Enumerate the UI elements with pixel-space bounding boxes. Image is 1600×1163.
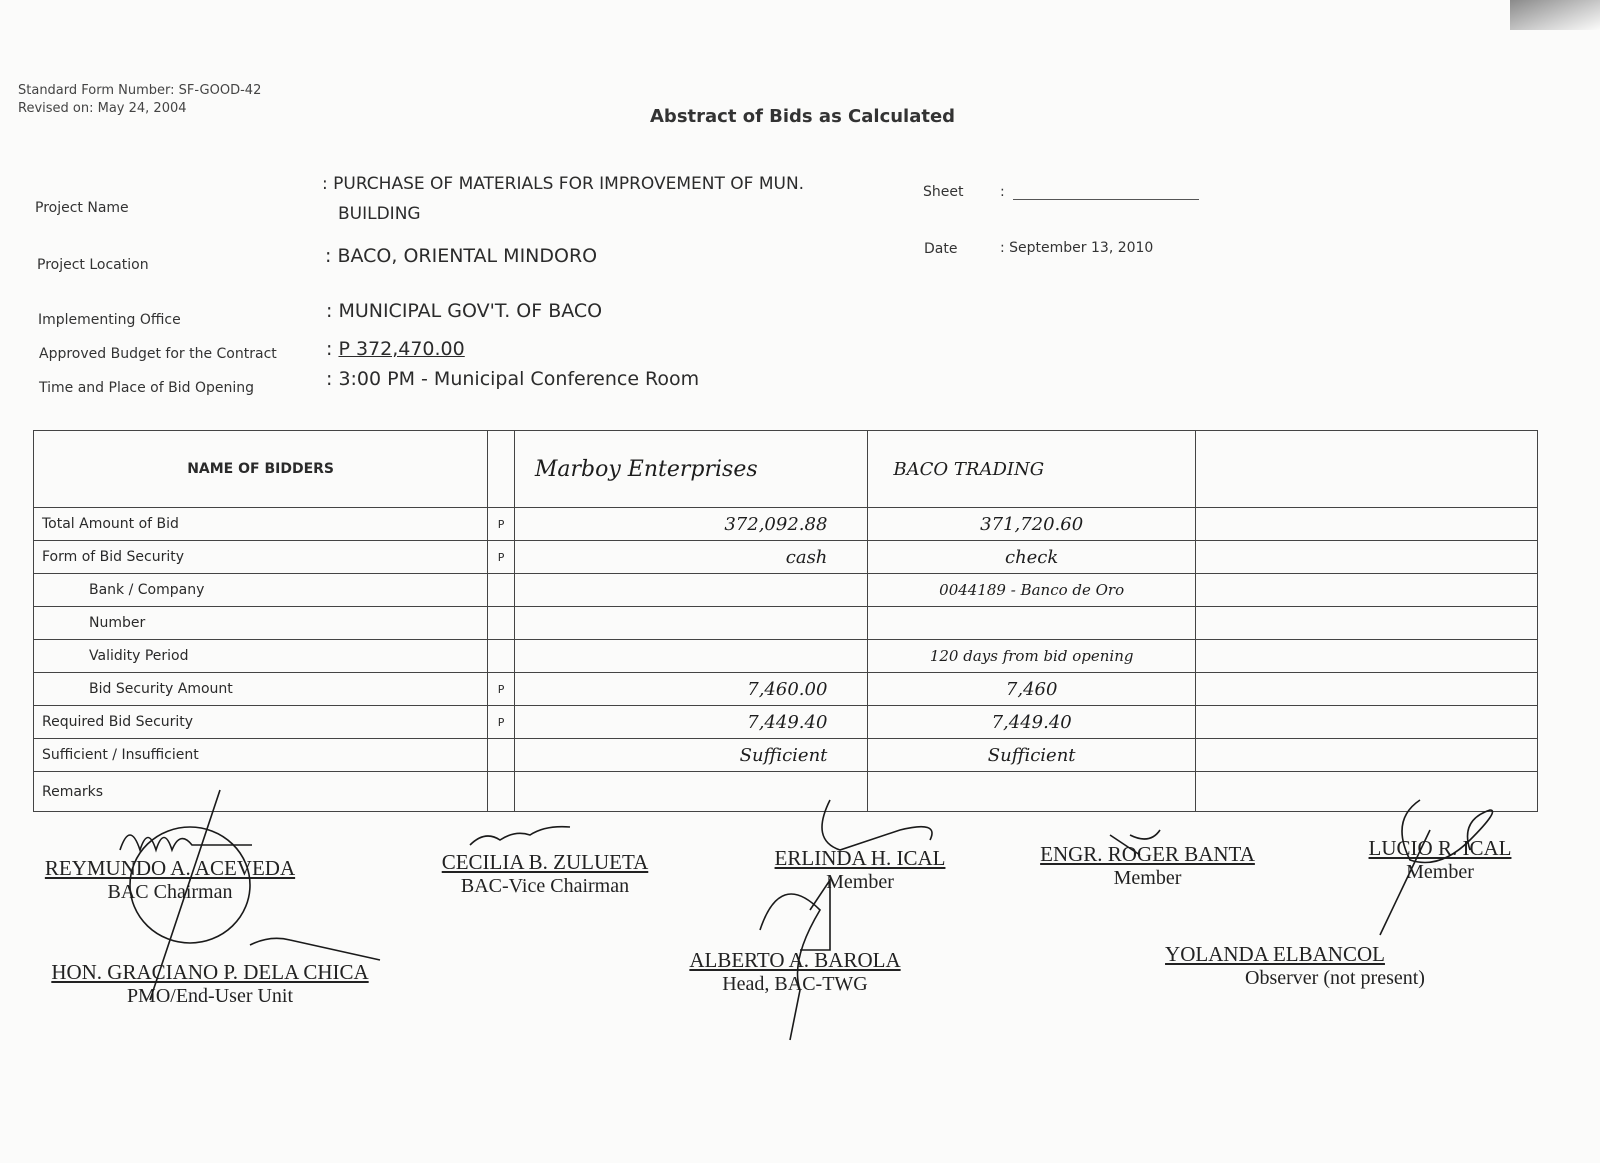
- signatory-twg-head: [675, 948, 915, 996]
- signatory-member-2: [1025, 842, 1270, 890]
- signatory-role: Observer (not present): [1245, 967, 1425, 989]
- bids-table: [33, 430, 1538, 812]
- signatory-name: ENGR. ROGER BANTA: [1040, 842, 1255, 866]
- bidder-1-value: cash: [514, 541, 868, 574]
- bidder-2-value: 0044189 - Banco de Oro: [868, 574, 1196, 607]
- signatory-name: LUCIO R. ICAL: [1368, 836, 1512, 860]
- table-row: [34, 640, 1538, 673]
- table-row: [34, 574, 1538, 607]
- table-row: [34, 772, 1538, 812]
- sheet-blank-line: [1013, 185, 1199, 200]
- bidder-2-value: check: [868, 541, 1196, 574]
- table-row: [34, 706, 1538, 739]
- bidder-3-value: [1195, 574, 1537, 607]
- signatory-role: BAC Chairman: [107, 881, 233, 903]
- bidder-3-name: [1195, 431, 1537, 508]
- page-corner-shadow: [1510, 0, 1600, 30]
- row-label: Remarks: [34, 772, 488, 812]
- row-label: Form of Bid Security: [34, 541, 488, 574]
- row-label: Bid Security Amount: [34, 673, 488, 706]
- bidder-2-value: 120 days from bid opening: [868, 640, 1196, 673]
- bidder-3-value: [1195, 640, 1537, 673]
- bidder-3-value: [1195, 607, 1537, 640]
- bidder-2-name: BACO TRADING: [868, 431, 1196, 508]
- bidder-2-value: 7,449.40: [868, 706, 1196, 739]
- table-row: [34, 541, 1538, 574]
- signatory-role: BAC-Vice Chairman: [460, 875, 630, 897]
- signatory-end-user: [30, 960, 390, 1008]
- bidder-2-value: 7,460: [868, 673, 1196, 706]
- signatory-role: PMO/End-User Unit: [126, 985, 294, 1007]
- bidder-1-value: 7,460.00: [514, 673, 868, 706]
- signatory-name: ERLINDA H. ICAL: [774, 846, 946, 870]
- bidder-2-value: [868, 772, 1196, 812]
- date-label: Date: [924, 241, 958, 257]
- bidder-3-value: [1195, 508, 1537, 541]
- bidders-header-row: [34, 431, 1538, 508]
- implementing-office-value: : MUNICIPAL GOV'T. OF BACO: [326, 300, 603, 322]
- signatory-role: Member: [1406, 861, 1474, 883]
- bidder-3-value: [1195, 772, 1537, 812]
- bidder-3-value: [1195, 739, 1537, 772]
- peso-column-header: [488, 431, 515, 508]
- bidder-3-value: [1195, 706, 1537, 739]
- signatory-vice-chairman: [425, 850, 665, 898]
- signatory-name: REYMUNDO A. ACEVEDA: [44, 856, 296, 880]
- bidders-header-label: NAME OF BIDDERS: [34, 431, 488, 508]
- peso-sign: P: [488, 706, 515, 739]
- bidder-1-value: 7,449.40: [514, 706, 868, 739]
- approved-budget-label: Approved Budget for the Contract: [39, 346, 277, 362]
- bid-opening-value: : 3:00 PM - Municipal Conference Room: [326, 368, 700, 390]
- row-label: Number: [34, 607, 488, 640]
- bid-opening-label: Time and Place of Bid Opening: [39, 380, 254, 396]
- form-number: Standard Form Number: SF-GOOD-42: [18, 83, 262, 98]
- approved-budget-value-wrap: [326, 338, 465, 360]
- date-value: : September 13, 2010: [1000, 240, 1154, 256]
- signatory-name: CECILIA B. ZULUETA: [441, 850, 649, 874]
- bidder-1-value: Sufficient: [514, 739, 868, 772]
- peso-sign: [488, 739, 515, 772]
- row-label: Bank / Company: [34, 574, 488, 607]
- signatory-observer: [1140, 942, 1470, 990]
- bidder-2-value: [868, 607, 1196, 640]
- peso-sign: [488, 772, 515, 812]
- signatory-role: Member: [826, 871, 894, 893]
- signatory-member-1: [760, 846, 960, 894]
- peso-sign: P: [488, 541, 515, 574]
- signatory-role: Head, BAC-TWG: [722, 973, 868, 995]
- sheet-label: Sheet: [923, 184, 964, 200]
- bidder-3-value: [1195, 541, 1537, 574]
- bidder-2-value: Sufficient: [868, 739, 1196, 772]
- implementing-office-label: Implementing Office: [38, 312, 181, 328]
- table-row: [34, 739, 1538, 772]
- revised-date: Revised on: May 24, 2004: [18, 101, 187, 116]
- peso-sign: [488, 574, 515, 607]
- peso-sign: [488, 640, 515, 673]
- signatory-name: YOLANDA ELBANCOL: [1165, 942, 1385, 966]
- table-row: [34, 508, 1538, 541]
- signatory-name: ALBERTO A. BAROLA: [689, 948, 901, 972]
- document-title: Abstract of Bids as Calculated: [650, 106, 956, 127]
- bidder-1-value: [514, 772, 868, 812]
- form-number-block: [18, 82, 261, 118]
- signatory-role: Member: [1113, 867, 1182, 889]
- row-label: Sufficient / Insufficient: [34, 739, 488, 772]
- project-location-label: Project Location: [37, 257, 149, 273]
- project-name-label: Project Name: [35, 200, 129, 216]
- row-label: Validity Period: [34, 640, 488, 673]
- bidder-3-value: [1195, 673, 1537, 706]
- signatory-chairman: [30, 856, 310, 904]
- table-row: [34, 673, 1538, 706]
- signatory-member-3: [1355, 836, 1525, 884]
- sheet-colon: :: [1000, 184, 1005, 200]
- peso-sign: P: [488, 673, 515, 706]
- row-label: Required Bid Security: [34, 706, 488, 739]
- bidder-1-value: [514, 574, 868, 607]
- bidder-1-name: Marboy Enterprises: [514, 431, 868, 508]
- project-name-value-line1: : PURCHASE OF MATERIALS FOR IMPROVEMENT OF MUN.: [322, 174, 805, 194]
- project-name-value-line2: BUILDING: [338, 204, 421, 224]
- peso-sign: [488, 607, 515, 640]
- table-row: [34, 607, 1538, 640]
- bidder-1-value: [514, 607, 868, 640]
- bidder-1-value: [514, 640, 868, 673]
- bidder-1-value: 372,092.88: [514, 508, 868, 541]
- row-label: Total Amount of Bid: [34, 508, 488, 541]
- peso-sign: P: [488, 508, 515, 541]
- bidder-2-value: 371,720.60: [868, 508, 1196, 541]
- approved-budget-value: P 372,470.00: [338, 338, 465, 360]
- approved-budget-prefix: :: [326, 338, 339, 360]
- project-location-value: : BACO, ORIENTAL MINDORO: [325, 245, 598, 267]
- signatory-name: HON. GRACIANO P. DELA CHICA: [51, 960, 369, 984]
- sheet-value: [1000, 184, 1199, 200]
